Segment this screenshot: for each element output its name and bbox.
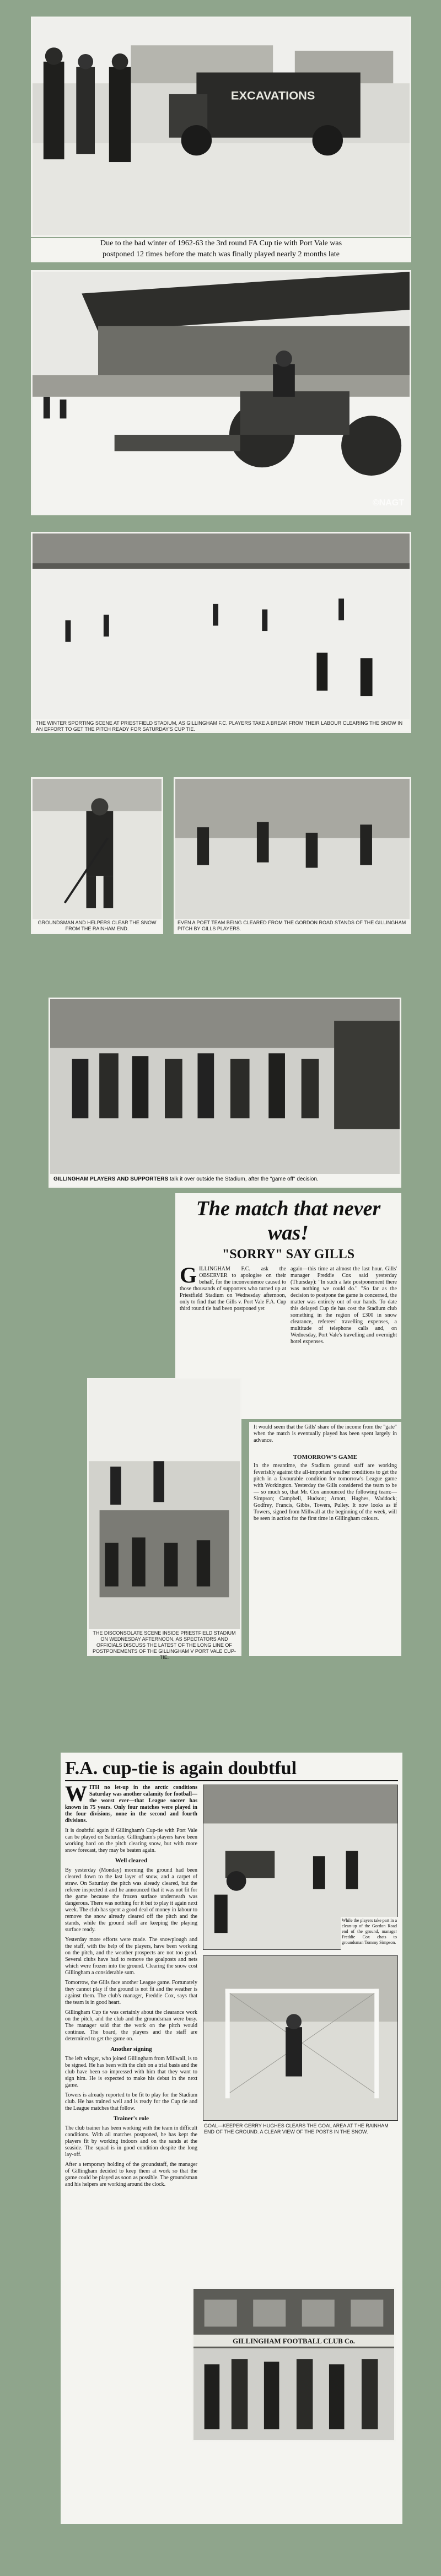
photo6-caption (50, 1174, 400, 1186)
photo4-caption: GROUNDSMAN AND HELPERS CLEAR THE SNOW FROM THE RAINHAM END. (33, 919, 162, 933)
article2-headline: F.A. cup-tie is again doubtful (65, 1757, 398, 1781)
photo7-caption: THE DISCONSOLATE SCENE INSIDE PRIESTFIELD STADIUM ON WEDNESDAY AFTERNOON, AS SPECTATORS AND OFFICIALS DISCUSS THE LATEST OF THE LONG LINE OF POSTPONEMENTS OF THE GILLINGHAM V PORT VALE CUP-TIE. (89, 1629, 240, 1655)
photo-tractor-snow (31, 270, 411, 515)
club-building-image (193, 2289, 394, 2440)
photo-goal-net-keeper (203, 1955, 398, 2121)
article2-p1: It is doubtful again if Gillingham's Cup-tie with Port Vale can be played on Saturday. Gillingham's players have been working hard on the pitch clearing snow, but with more snow forecast, they may be beaten again. (65, 1828, 197, 1853)
article2-p5: Gillingham Cup tie was certainly about the clearance work on the pitch, and the club and the groundsman were busy. The manager said that the work on the pitch would continue. The board, the players and the staff are determined to get the game on. (65, 2009, 197, 2042)
excavation-lorry-image (33, 18, 410, 235)
article2-p8: The club trainer has been working with the team in difficult conditions. With all matches postponed, he has kept the players fit by working indoors and on the sands at the seaside. The squad is in good condition despite the long lay-off. (65, 2125, 197, 2158)
article1-col1-text: ILLINGHAM F.C. ask the OBSERVER to apologise on their behalf, for the inconvenience caused to those thousands of supporters who turned up at Priestfield Stadium on Wednesday afternoon, only to find that the Gills v. Port Vale F.A. Cup third round tie had been postponed yet (180, 1266, 286, 1312)
disconsolate-scene-image (89, 1379, 240, 1655)
article1-column-right (291, 1266, 397, 1437)
article2-p2: By yesterday (Monday) morning the ground had been cleared down to the last layer of snow, and a carpet of straw. On Saturday the pitch was already cleared, but the referee inspected it and he announced that it was not fit for the game because the frozen surface underneath was dangerous. There was nothing for it but to play it again next week. The club has spent a good deal of money in labour to remove the snow already cleared off the pitch and the stands, while the ground staff are keeping the playing surface ready. (65, 1867, 197, 1933)
article1-col2-text: again—this time at almost the last hour. Gills' manager Freddie Cox said yesterday (Thursday): "In such a late postponement there was nothing we could do." "So far as the decision to postpone the game is concerned, the matter was entirely out of our hands. To date this delayed Cup tie has cost the Stadium club something in the region of £300 in snow clearance, referees' travelling expenses, a multitude of telephone calls and, on Wednesday, Port Vale's travelling and overnight hotel expenses. (291, 1266, 397, 1345)
players-supporters-image (50, 999, 400, 1186)
article2-p3: Yesterday more efforts were made. The snowplough and the staff, with the help of the players, have been working on the pitch, and the weather prospects are not too good. Several clubs have had to remove the goalposts and nets which were frozen into the ground. Clearing the snow cost Gillingham a considerable sum. (65, 1937, 197, 1976)
photo6-caption-lead: GILLINGHAM PLAYERS AND SUPPORTERS (53, 1176, 169, 1182)
photo2-watermark: ©NAGT (372, 498, 404, 508)
tractor-image (33, 272, 410, 514)
photo-disconsolate-scene (87, 1378, 241, 1660)
article2-p6: The left winger, who joined Gillingham from Millwall, is to be signed. He has been with the club on a trial basis and the club have been so impressed with him that they want to sign him. He is expected to make his debut in the next game. (65, 2056, 197, 2088)
article2-p7: Towers is already reported to be fit to play for the Stadium club. He has trained well and is ready for the Cup tie and the League matches that follow. (65, 2092, 197, 2111)
article2-intro: ITH no let-up in the arctic conditions Saturday was another calamity for football—the worst ever—that League soccer has known in 75 years. Only four matches were played in the four divisions, none in the second and fourth divisions. (65, 1785, 197, 1824)
article1-col4: In the meantime, the Stadium ground staff are working feverishly against the all-important weather conditions to get the pitch in a favourable condition for tomorrow's League game with Workington. Yesterday the Gills considered the team to be — so much so, that Mr. Cox announced the following team:— Simpson; Campbell, Hudson; Arnott, Hughes, Waddock; Godfrey, Francis, Gibbs, Towers, Pulley. It now looks as if Towers, signed from Millwall at the beginning of the week, will be seen in action for the first time in Gillingham colours. (254, 1463, 397, 1522)
lorry-label: EXCAVATIONS (230, 88, 315, 103)
club-sign-text: GILLINGHAM FOOTBALL CLUB Co. (233, 2337, 355, 2345)
photo-club-building (192, 2287, 396, 2442)
players-clearing-image (33, 533, 410, 731)
goal-net-image (203, 1956, 397, 2120)
article2-p9: After a temporary holding of the groundstaff, the manager of Gillingham decided to keep them at work so that the game could be played as soon as possible. The groundsman and his helpers are working around the clock. (65, 2162, 197, 2187)
article2-text-column (65, 1781, 197, 2518)
article2-photo9-caption: GOAL—KEEPER GERRY HUGHES CLEARS THE GOAL AREA AT THE RAINHAM END OF THE GROUND. A CLEAR VIEW OF THE POSTS IN THE SNOW. (203, 2122, 398, 2138)
article2-subhead-well-cleared: Well cleared (115, 1857, 148, 1864)
photo-groundsman (31, 777, 163, 934)
article2-subhead-another-signing: Another signing (110, 2046, 152, 2052)
photo-clearing-stands (174, 777, 411, 934)
article1-headline: The match that never was! (196, 1197, 381, 1244)
article2-dropcap: W (65, 1781, 87, 1806)
photo-players-clearing (31, 532, 411, 733)
article2-photo8-caption: While the players take part in a clean-up of the Gordon Road end of the ground, manager Freddie Cox chats to groundsman Tommy Simpson. (341, 1917, 398, 1952)
photo3-caption: THE WINTER SPORTING SCENE AT PRIESTFIELD STADIUM, AS GILLINGHAM F.C. PLAYERS TAKE A BREAK FROM THEIR LABOUR CLEARING THE SNOW IN AN EFFORT TO GET THE PITCH READY FOR SATURDAY'S CUP TIE. (33, 719, 410, 731)
photo5-caption: EVEN A POET TEAM BEING CLEARED FROM THE GORDON ROAD STANDS OF THE GILLINGHAM PITCH BY GILLS PLAYERS. (175, 919, 410, 933)
article1-col3: It would seem that the Gills' share of the income from the "gate" when the match is eventually played has been spent largely in advance. (254, 1424, 397, 1443)
article1-tomorrow-heading: TOMORROW'S GAME (293, 1454, 358, 1461)
article1-dropcap: G (180, 1263, 197, 1287)
photo1-caption (31, 238, 411, 262)
photo-excavation-lorry (31, 17, 411, 237)
article1-continuation (249, 1422, 401, 1656)
photo1-caption-line2: postponed 12 times before the match was finally played nearly 2 months late (103, 250, 340, 258)
clearing-stands-image (175, 779, 410, 933)
article2-subhead-trainer: Trainer's role (113, 2115, 149, 2122)
photo-players-supporters (49, 998, 401, 1188)
photo6-caption-rest: talk it over outside the Stadium, after the "game off" decision. (168, 1176, 319, 1182)
article1-subhead: "SORRY" SAY GILLS (222, 1247, 355, 1262)
groundsman-image (33, 779, 162, 933)
article2-p4: Tomorrow, the Gills face another League game. Fortunately they cannot play if the ground is not fit and the weather is against them. The club's manager, Freddie Cox, says that the team is in good heart. (65, 1980, 197, 2006)
photo1-caption-line1: Due to the bad winter of 1962-63 the 3rd round FA Cup tie with Port Vale was (100, 239, 342, 247)
